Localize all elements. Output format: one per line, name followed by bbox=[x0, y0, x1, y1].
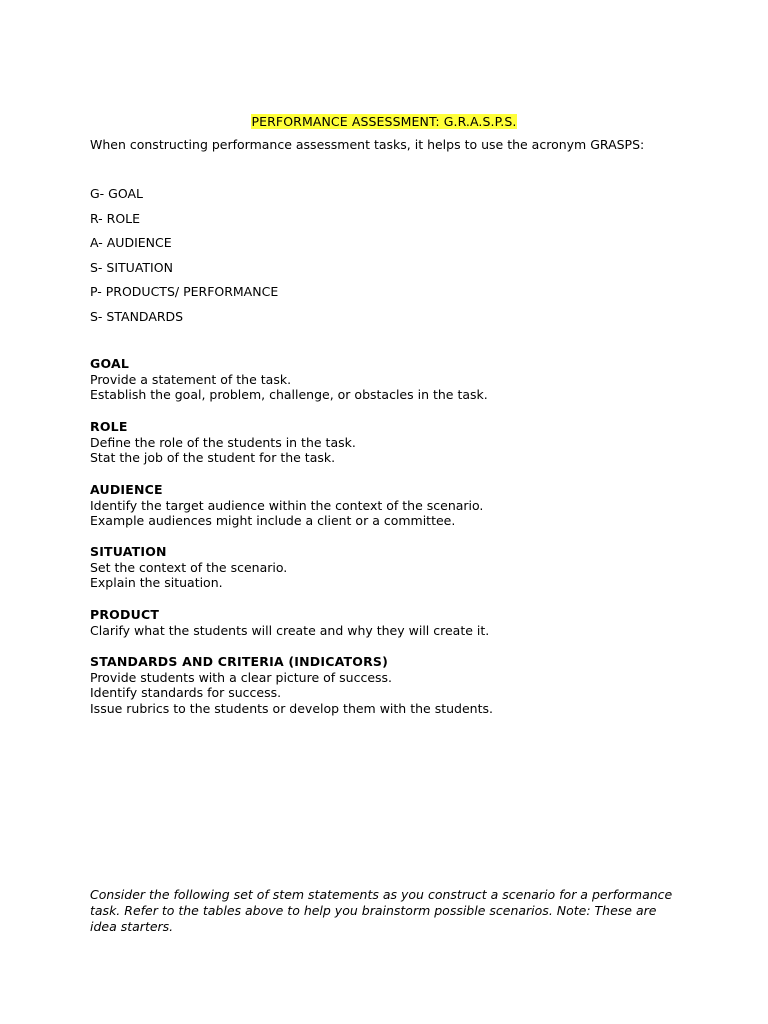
section-audience bbox=[90, 482, 483, 529]
acronym-item-standards: S- STANDARDS bbox=[90, 308, 184, 324]
acronym-list bbox=[90, 186, 278, 334]
section-goal-line: Establish the goal, problem, challenge, or obstacles in the task. bbox=[90, 387, 488, 403]
section-situation bbox=[90, 544, 287, 591]
section-situation-heading: SITUATION bbox=[90, 544, 167, 559]
section-audience-heading: AUDIENCE bbox=[90, 482, 163, 497]
section-standards-line: Provide students with a clear picture of success. bbox=[90, 669, 393, 685]
section-role-heading: ROLE bbox=[90, 419, 128, 434]
section-goal bbox=[90, 356, 488, 403]
section-standards-line: Issue rubrics to the students or develop them with the students. bbox=[90, 700, 493, 716]
section-situation-line: Explain the situation. bbox=[90, 575, 223, 591]
section-standards bbox=[90, 654, 493, 716]
section-goal-line: Provide a statement of the task. bbox=[90, 371, 292, 387]
section-product-heading: PRODUCT bbox=[90, 607, 160, 622]
acronym-item-products: P- PRODUCTS/ PERFORMANCE bbox=[90, 284, 279, 300]
title-container bbox=[0, 111, 768, 130]
page-title: PERFORMANCE ASSESSMENT: G.R.A.S.P.S. bbox=[251, 114, 517, 129]
acronym-item-audience: A- AUDIENCE bbox=[90, 235, 172, 251]
section-situation-line: Set the context of the scenario. bbox=[90, 559, 288, 575]
section-role-line: Stat the job of the student for the task. bbox=[90, 450, 336, 466]
intro-paragraph: When constructing performance assessment tasks, it helps to use the acronym GRASPS: bbox=[90, 137, 645, 152]
footer-note: Consider the following set of stem statements as you construct a scenario for a performance task. Refer to the tables above to help you brainstorm possible scenarios. Note: These are idea starters. bbox=[90, 887, 673, 934]
section-standards-heading: STANDARDS AND CRITERIA (INDICATORS) bbox=[90, 654, 389, 669]
section-product-line: Clarify what the students will create and why they will create it. bbox=[90, 622, 490, 638]
section-audience-line: Identify the target audience within the context of the scenario. bbox=[90, 497, 484, 513]
acronym-item-goal: G- GOAL bbox=[90, 186, 143, 201]
section-role-line: Define the role of the students in the task. bbox=[90, 434, 356, 450]
section-role bbox=[90, 419, 356, 466]
acronym-item-situation: S- SITUATION bbox=[90, 259, 173, 275]
section-goal-heading: GOAL bbox=[90, 356, 129, 371]
acronym-item-role: R- ROLE bbox=[90, 210, 141, 226]
section-audience-line: Example audiences might include a client or a committee. bbox=[90, 513, 456, 529]
section-standards-line: Identify standards for success. bbox=[90, 685, 282, 701]
section-product bbox=[90, 607, 489, 638]
